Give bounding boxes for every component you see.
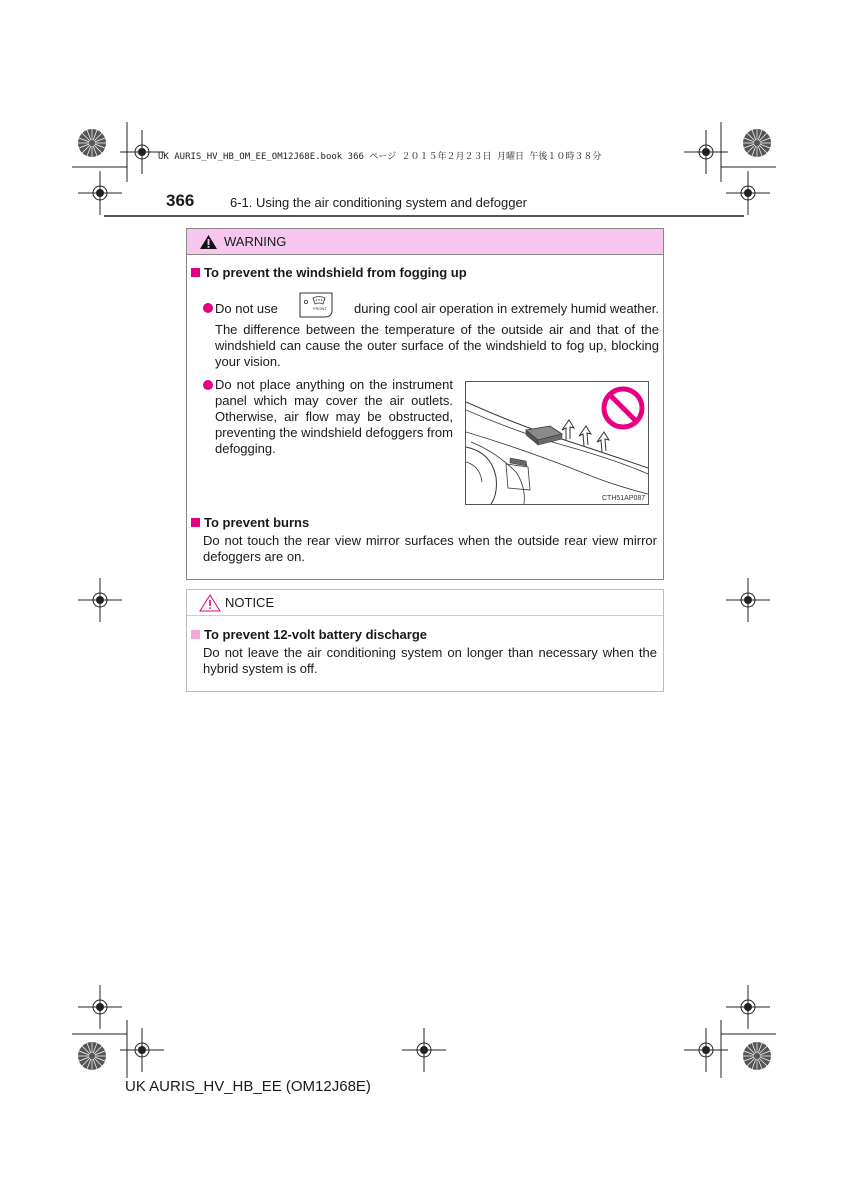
battery-text: Do not leave the air conditioning system on longer than necessary when the hybrid system is off.: [203, 645, 657, 676]
windshield-defogger-button-icon: [298, 292, 334, 318]
section-square-icon: [191, 268, 200, 277]
dashboard-drawing: [466, 382, 648, 504]
notice-box: [186, 589, 664, 692]
bullet1-text: Do not use FRONT during cool air operation in extremely humid weather.: [215, 300, 659, 318]
warning-label: WARNING: [224, 234, 287, 249]
print-header: UK AURIS_HV_HB_OM_EE_OM12J68E.book 366 ページ ２０１５年２月２３日 月曜日 午後１０時３８分: [158, 152, 602, 162]
fog-heading: To prevent the windshield from fogging up: [191, 265, 467, 280]
dashboard-illustration: [465, 381, 649, 505]
notice-label: NOTICE: [225, 595, 275, 610]
warning-box: [186, 228, 664, 580]
footer-model-code: UK AURIS_HV_HB_EE (OM12J68E): [125, 1078, 371, 1095]
page-number: 366: [166, 191, 195, 210]
section-title: 6-1. Using the air conditioning system and defogger: [230, 195, 528, 210]
warning-header: [187, 229, 663, 255]
battery-heading: To prevent 12-volt battery discharge: [191, 627, 427, 642]
bullet-dot-icon: [203, 380, 213, 390]
notice-header: [187, 590, 663, 616]
bullet-dot-icon: [203, 303, 213, 313]
caution-triangle-icon: [199, 594, 221, 612]
bullet2-text: Do not place anything on the instrument panel which may cover the air outlets. Otherwise, air flow may be obstructed, preventing the windshield defoggers from defogging.: [215, 377, 453, 456]
svg-text:FRONT: FRONT: [312, 306, 327, 311]
image-code: CTH51AP087: [602, 495, 646, 502]
section-square-icon: [191, 518, 200, 527]
section-square-icon: [191, 630, 200, 639]
bullet1-note: The difference between the temperature of the outside air and that of the windshield can cause the outer surface of the windshield to fog up, blocking your vision.: [215, 322, 659, 369]
burns-heading: To prevent burns: [191, 515, 309, 530]
prohibited-sign-icon: [604, 389, 642, 427]
burns-text: Do not touch the rear view mirror surfaces when the outside rear view mirror defoggers are on.: [203, 533, 657, 564]
warning-triangle-icon: [199, 234, 218, 250]
header-rule: [104, 215, 744, 217]
